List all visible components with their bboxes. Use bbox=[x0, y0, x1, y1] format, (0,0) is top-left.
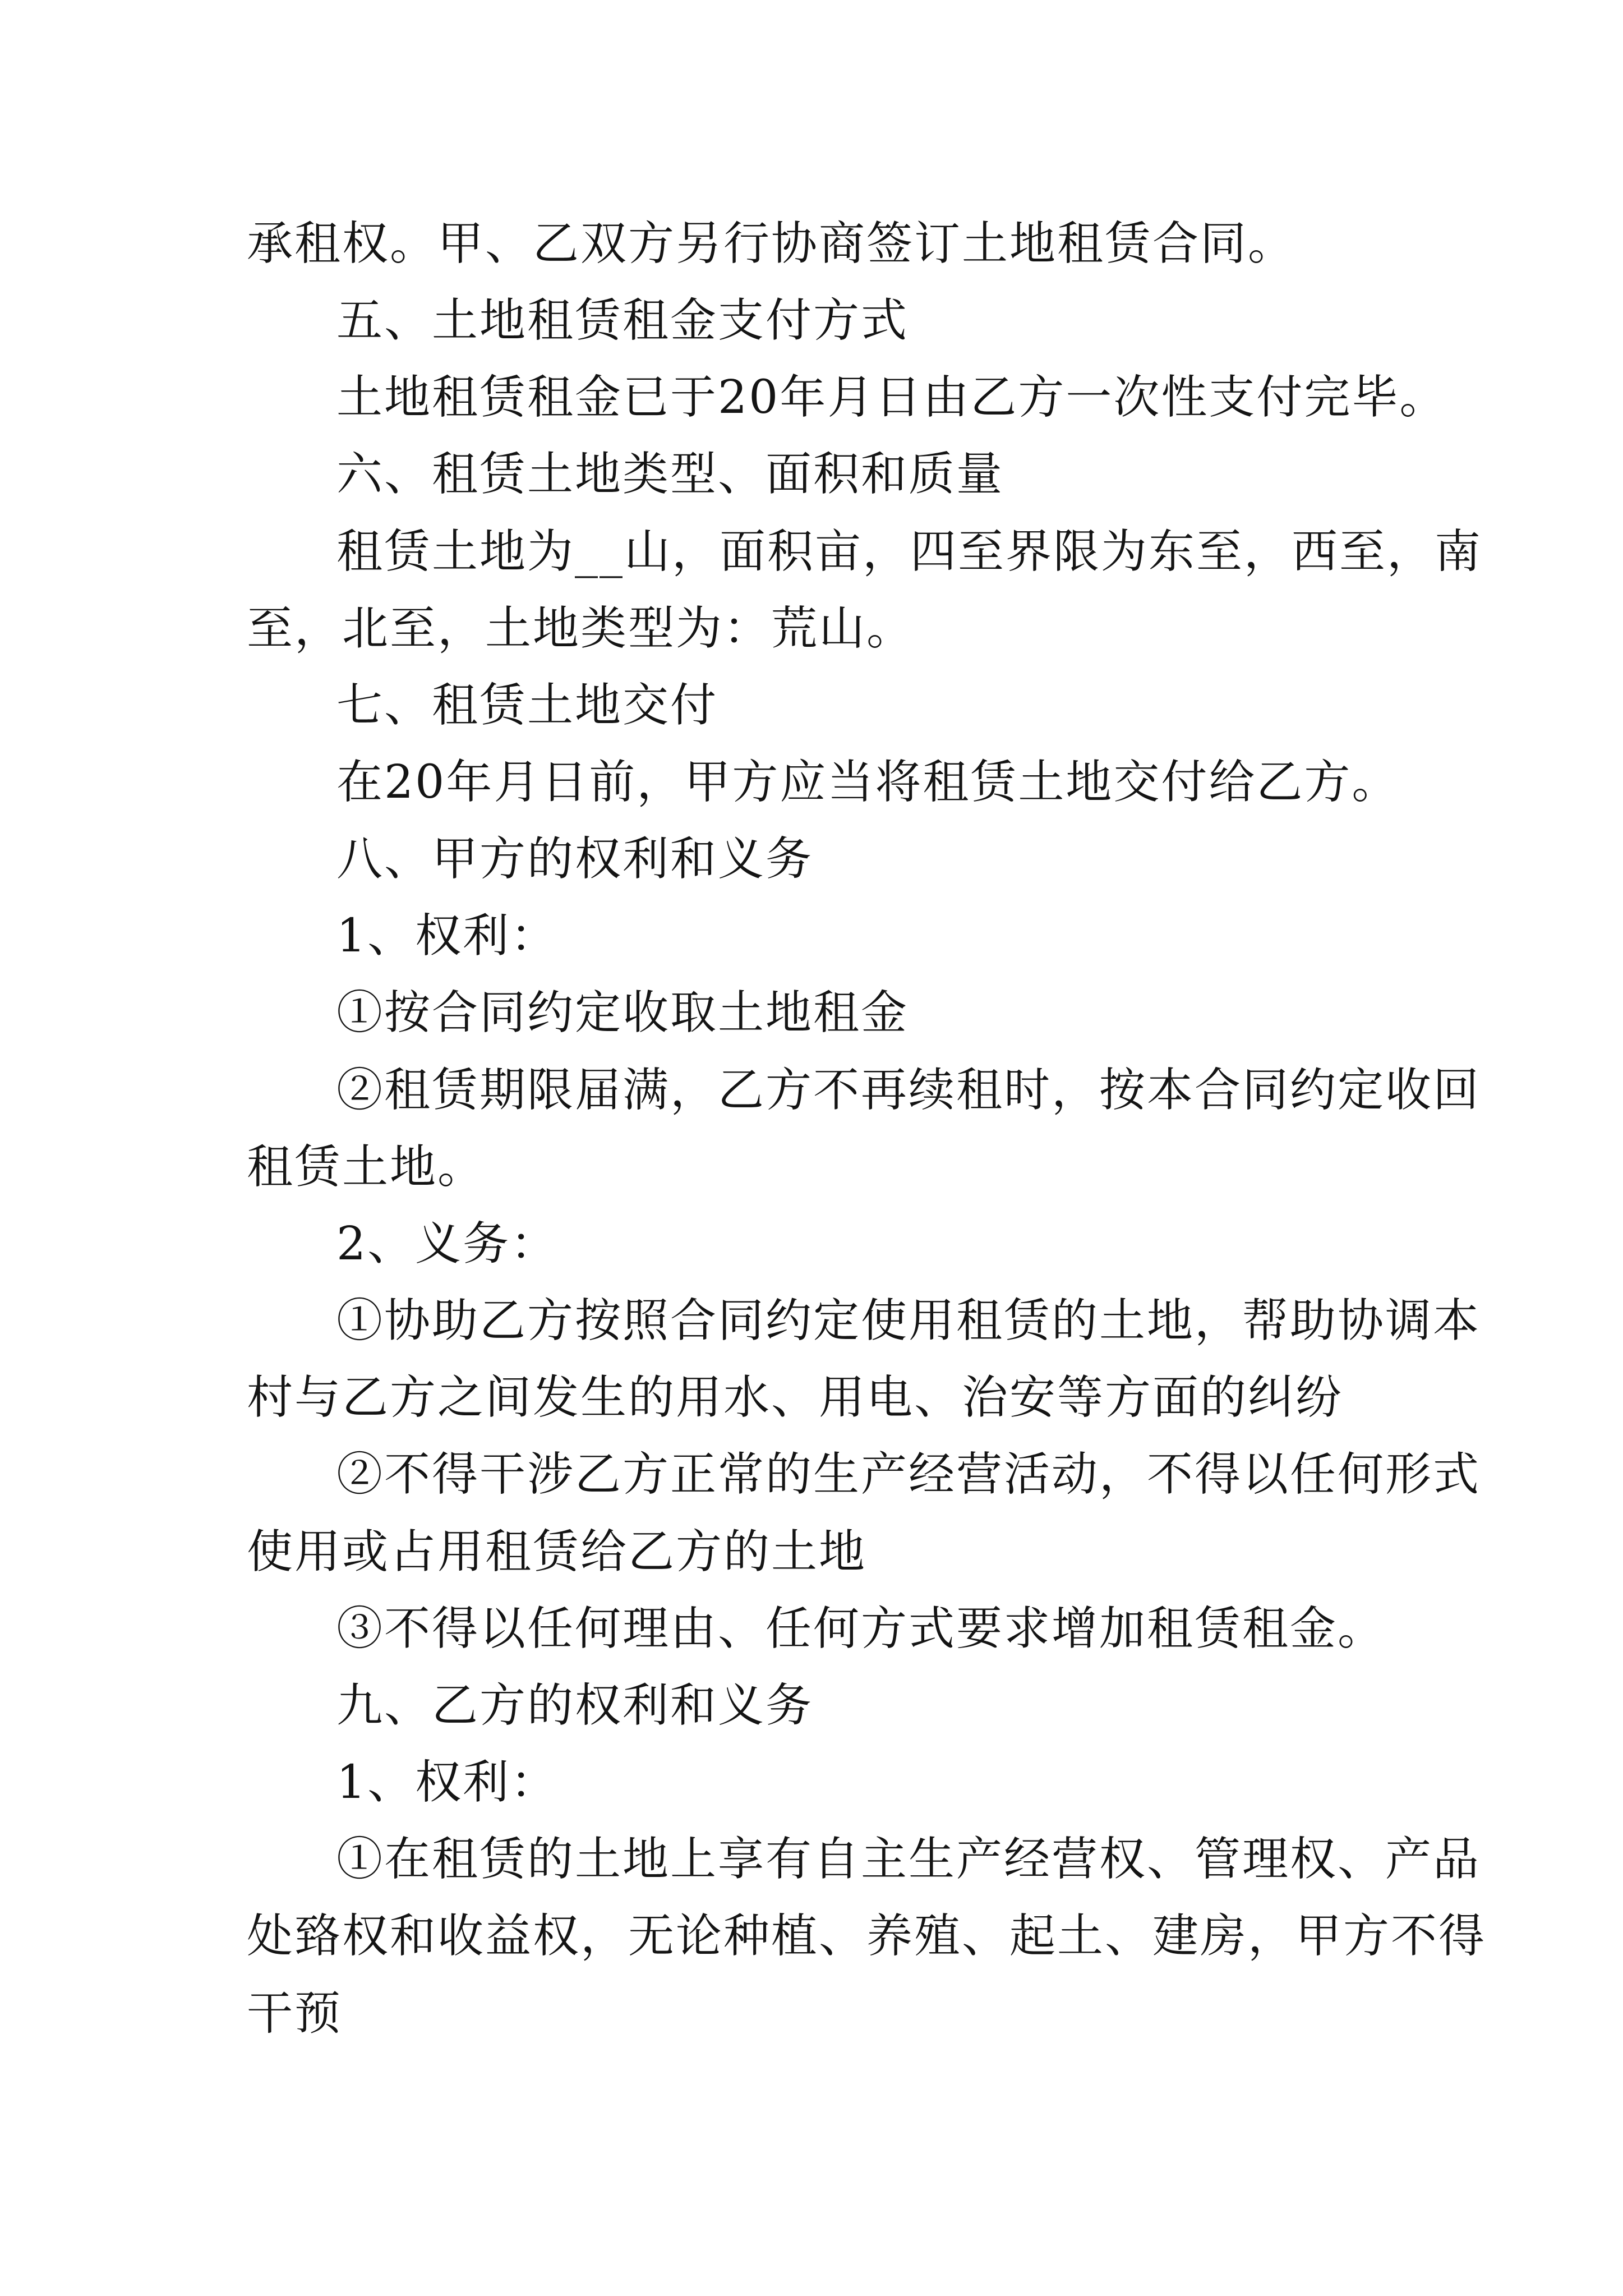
paragraph-land-type: 租赁土地为__山，面积亩，四至界限为东至，西至，南 bbox=[336, 525, 1483, 578]
subheading-duties: 2、义务： bbox=[336, 1217, 559, 1271]
section-heading-9: 九、乙方的权利和义务 bbox=[336, 1679, 814, 1732]
section-heading-8: 八、甲方的权利和义务 bbox=[336, 832, 814, 886]
list-item: ①按合同约定收取土地租金 bbox=[336, 986, 909, 1039]
section-heading-5: 五、土地租赁租金支付方式 bbox=[336, 294, 909, 347]
list-item: ①协助乙方按照合同约定使用租赁的土地，帮助协调本 bbox=[336, 1294, 1481, 1347]
list-item-continuation: 使用或占用租赁给乙方的土地 bbox=[247, 1525, 867, 1579]
list-item: ②租赁期限届满，乙方不再续租时，按本合同约定收回 bbox=[336, 1064, 1481, 1117]
paragraph-rent-payment: 土地租赁租金已于20年月日由乙方一次性支付完毕。 bbox=[336, 371, 1447, 424]
subheading-rights: 1、权利： bbox=[336, 1756, 559, 1809]
list-item-continuation: 干预 bbox=[247, 1987, 343, 2040]
text-line-continuation: 承租权。甲、乙双方另行协商签订土地租赁合同。 bbox=[247, 217, 1296, 270]
list-item: ①在租赁的土地上享有自主生产经营权、管理权、产品 bbox=[336, 1833, 1481, 1886]
list-item-continuation: 租赁土地。 bbox=[247, 1140, 486, 1194]
paragraph-land-delivery: 在20年月日前，甲方应当将租赁土地交付给乙方。 bbox=[336, 756, 1400, 809]
paragraph-land-type-cont: 至，北至，土地类型为：荒山。 bbox=[247, 602, 915, 655]
list-item: ③不得以任何理由、任何方式要求增加租赁租金。 bbox=[336, 1602, 1386, 1655]
list-item-continuation: 村与乙方之间发生的用水、用电、治安等方面的纠纷 bbox=[247, 1371, 1344, 1424]
subheading-rights: 1、权利： bbox=[336, 909, 559, 963]
section-heading-7: 七、租赁土地交付 bbox=[336, 679, 718, 732]
list-item: ②不得干涉乙方正常的生产经营活动，不得以任何形式 bbox=[336, 1448, 1481, 1501]
list-item-continuation: 处臵权和收益权，无论种植、养殖、起土、建房，甲方不得 bbox=[247, 1910, 1487, 1963]
section-heading-6: 六、租赁土地类型、面积和质量 bbox=[336, 448, 1004, 501]
